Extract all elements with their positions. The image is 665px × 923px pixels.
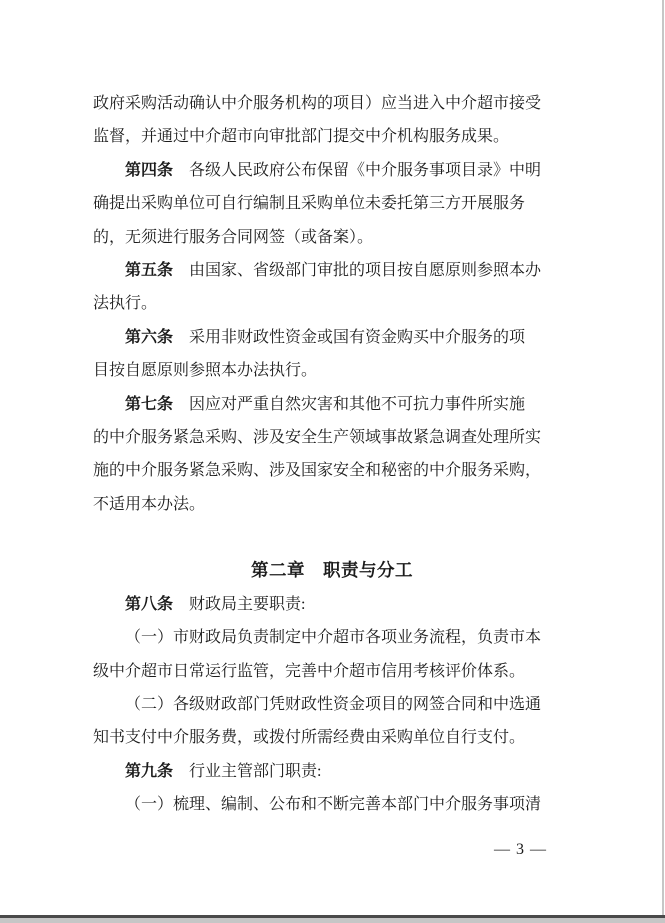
line-text: 不适用本办法。 (93, 495, 206, 513)
text-line (93, 788, 571, 821)
line-text: 由国家、省级部门审批的项目按自愿原则参照本办 (173, 261, 542, 279)
text-line (93, 120, 571, 153)
article-number: 第五条 (125, 261, 174, 279)
text-line (93, 688, 571, 721)
text-line (93, 187, 571, 220)
text-line (93, 454, 571, 487)
line-text: 采用非财政性资金或国有资金购买中介服务的项 (173, 328, 526, 346)
text-line (93, 421, 571, 454)
text-line (93, 755, 571, 788)
text-line (93, 488, 571, 521)
text-line (93, 87, 571, 120)
text-line (93, 221, 571, 254)
line-text: 政府采购活动确认中介服务机构的项目）应当进入中介超市接受 (93, 95, 542, 112)
document-body (93, 87, 571, 822)
line-text: 行业主管部门职责: (173, 762, 322, 780)
line-text: 监督，并通过中介超市向审批部门提交中介机构服务成果。 (93, 128, 510, 146)
text-line (93, 721, 571, 754)
line-text: 目按自愿原则参照本办法执行。 (93, 362, 318, 380)
line-text: 法执行。 (93, 295, 158, 313)
text-line (93, 287, 571, 320)
line-text: 施的中介服务紧急采购、涉及国家安全和秘密的中介服务采购， (93, 462, 542, 480)
article-number: 第六条 (125, 328, 174, 346)
line-text: （一）梳理、编制、公布和不断完善本部门中介服务事项清 (125, 796, 542, 814)
line-text: 确提出采购单位可自行编制且采购单位未委托第三方开展服务 (93, 195, 526, 213)
text-line (93, 621, 571, 654)
line-text: 的，无须进行服务合同网签（或备案）。 (93, 228, 374, 246)
text-line (93, 388, 571, 421)
page-number: — 3 — (494, 841, 547, 858)
text-line (93, 354, 571, 387)
article-number: 第七条 (125, 395, 174, 413)
text-line (93, 588, 571, 621)
article-number: 第八条 (125, 595, 174, 613)
text-line (93, 254, 571, 287)
chapter-heading (93, 554, 571, 587)
text-line (93, 655, 571, 688)
line-text: 知书支付中介服务费，或拨付所需经费由采购单位自行支付。 (93, 729, 526, 747)
article-number: 第九条 (125, 762, 174, 780)
scan-edge-right (662, 0, 664, 923)
line-text: 的中介服务紧急采购、涉及安全生产领域事故紧急调查处理所实 (93, 428, 542, 446)
line-text: （二）各级财政部门凭财政性资金项目的网签合同和中选通 (125, 696, 542, 714)
line-text: 财政局主要职责: (173, 595, 306, 613)
line-text: 各级人民政府公布保留《中介服务事项目录》中明 (173, 161, 542, 179)
line-text: 因应对严重自然灾害和其他不可抗力事件所实施 (173, 395, 526, 413)
article-number: 第四条 (125, 161, 174, 179)
blank-line (93, 521, 571, 554)
line-text: 级中介超市日常运行监管，完善中介超市信用考核评价体系。 (93, 662, 526, 680)
scan-edge-bottom-shadow (0, 918, 665, 923)
text-line (93, 154, 571, 187)
text-line (93, 321, 571, 354)
line-text: （一）市财政局负责制定中介超市各项业务流程，负责市本 (125, 629, 542, 647)
line-text: 第二章 职责与分工 (251, 560, 413, 581)
